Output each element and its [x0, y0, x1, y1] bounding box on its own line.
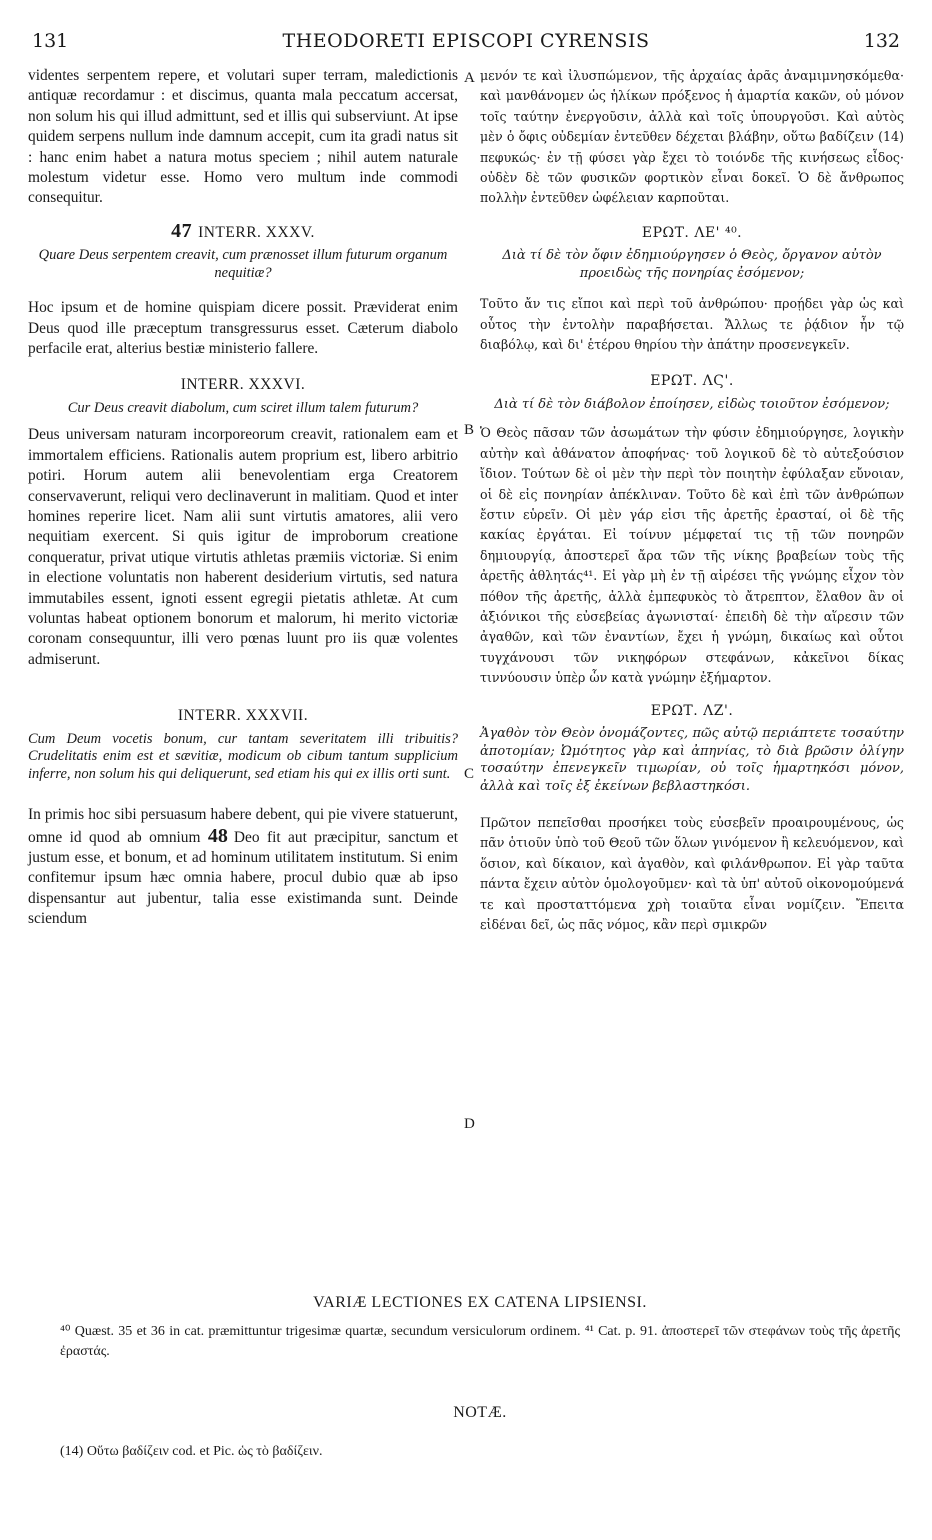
page-number-left: 131	[32, 30, 69, 52]
greek-question-35: Διὰ τί δὲ τὸν ὄφιν ἐδημιούργησεν ὁ Θεὸς, ὄργανον αὐτὸν προειδὼς τῆς πονηρίας ἐσόμενον;	[502, 248, 882, 281]
latin-heading-interr-35	[28, 221, 458, 243]
latin-heading-interr-36: INTERR. XXXVI.	[180, 376, 306, 394]
notae-title: NOTÆ.	[453, 1404, 507, 1421]
greek-paragraph-intro: μενόν τε καὶ ἰλυσπώμενον, τῆς ἀρχαίας ἀρᾶς ἀναμιμνησκόμεθα· καὶ μανθάνομεν ὡς ἡλίκων πρόξενος ἡ ἁμαρτία κακῶν, οὐ μόνον τοῖς ταύτην ἐνεργοῦσιν, ἀλλὰ καὶ τοῖς ὑπουργοῦσι. Καὶ αὐτὸς μὲν ὁ ὄφις οὐδεμίαν ἐντεῦθεν δέχεται βλάβην, οὕτω βαδίζειν (14) πεφυκώς· ἐν τῇ φύσει γὰρ ἔχει τὸ τοιόνδε τῆς κινήσεως εἶδος· οὐδὲν δὲ τῶν φυσικῶν φορτικὸν εἶναι δοκεῖ. Ὁ δὲ ἄνθρωπος πολλὴν ἐντεῦθεν ὠφέλειαν καρποῦται.	[480, 68, 904, 206]
latin-question-35: Quare Deus serpentem creavit, cum prænosset illum futurum organum nequitiæ?	[38, 247, 448, 281]
latin-answer-35: Hoc ipsum et de homine quispiam dicere possit. Præviderat enim Deus quod ille præceptum transgressurus esset. Cæterum diabolo perfacile erat, alterius bestiæ ministerio fallere.	[28, 299, 458, 358]
notae-text: (14) Οὕτω βαδίζειν cod. et Pic. ὡς τὸ βαδίζειν.	[60, 1444, 323, 1459]
greek-answer-36: Ὁ Θεὸς πᾶσαν τῶν ἀσωμάτων τὴν φύσιν ἐδημιούργησε, λογικὴν αὐτὴν καὶ ἀθάνατον ἀποφήνας· τοῦ λογικοῦ δὲ τὸ αὐτεξούσιον ἴδιον. Τούτων δὲ οἱ μὲν τὴν περὶ τὸν ποιητὴν ἐφύλαξαν εὔνοιαν, οἱ δὲ εἰς πονηρίαν ἀπέκλιναν. Τοῦτο δὲ καὶ ἐπὶ τῶν ἀνθρώπων ἔστιν εὑρεῖν. Οἱ μὲν γάρ εἰσι τῆς ἀρετῆς ἐρασταί, οἱ δὲ τῆς κακίας ἐργάται. Εἰ τοίνυν μέμφεταί τις τῇ τῶν πονηρῶν δημιουργίᾳ, ἀποστερεῖ ἄρα τῶν τῆς νίκης βραβείων τοὺς τῆς ἀρετῆς ἀθλητάς⁴¹. Εἰ γὰρ μὴ ἐν τῇ αἱρέσει τῆς γνώμης εἶχον τὸν πόθον τῆς ἀρετῆς, ἀλλὰ ἐμπεφυκὸς τὸ ἄτρεπτον, ἔλαθον ἂν οἱ ἀξιόνικοι τῆς εὐσεβείας ἀγωνισταί· ἐπειδὴ δὲ τὴν αἵρεσιν τῶν ἀγαθῶν, καὶ τῶν ἐναντίων, ἔχει ἡ γνώμη, δικαίως καὶ οὗτοι τυγχάνουσι τῶν νικηφόρων στεφάνων, κἀκεῖνοι δίκας τιννύουσιν ὑπὲρ ὧν κατὰ γνώμην ἐξήμαρτον.	[480, 425, 904, 686]
margin-number-47: 47	[171, 219, 193, 242]
greek-answer-37: Πρῶτον πεπεῖσθαι προσήκει τοὺς εὐσεβεῖν προαιρουμένους, ὡς πᾶν ὁτιοῦν ὑπὸ τοῦ Θεοῦ τῶν ὅλων γινόμενον ἢ κελευόμενον, καὶ ὅσιον, καὶ δίκαιον, καὶ ἀγαθὸν, καὶ φιλάνθρωπον. Εἰ γὰρ ταῦτα πάντα ἔχειν αὐτὸν ὁμολογοῦμεν· καὶ τὰ ὑπ' αὐτοῦ οἰκονομούμενά τε καὶ προσταττόμενα χρὴ τοιαῦτα εἶναι νομίζειν. Ἔπειτα εἰδέναι δεῖ, ὡς πᾶς νόμος, κἂν περὶ σμικρῶν	[480, 815, 904, 933]
greek-question-36: Διὰ τί δὲ τὸν διάβολον ἐποίησεν, εἰδὼς τοιοῦτον ἐσόμενον;	[494, 396, 890, 412]
greek-column	[480, 66, 904, 936]
running-header	[32, 30, 900, 58]
latin-question-37: Cum Deum vocetis bonum, cur tantam severitatem illi tribuitis? Crudelitatis enim est et sævitiæ, modicum ob cibum tantum supplicium inferre, non solum his qui deliquerunt, sed etiam his qui ex illis orti sunt.	[28, 730, 458, 782]
greek-heading-erot-37: ΕΡΩΤ. ΛΖ'.	[650, 702, 734, 719]
margin-letter-d: D	[464, 1116, 475, 1132]
margin-number-48: 48	[207, 824, 228, 847]
variae-lectiones-text: ⁴⁰ Quæst. 35 et 36 in cat. præmittuntur trigesimæ quartæ, secundum versiculorum ordinem. ⁴¹ Cat. p. 91. ἀποστερεῖ τῶν στεφάνων τοὺς τῆς ἀρετῆς ἐραστάς.	[60, 1324, 900, 1359]
greek-heading-erot-35: ΕΡΩΤ. ΛΕ' ⁴⁰.	[641, 224, 743, 241]
variae-lectiones-title: VARIÆ LECTIONES EX CATENA LIPSIENSI.	[313, 1294, 647, 1311]
margin-letter-b: B	[464, 422, 475, 438]
page-number-right: 132	[863, 30, 900, 52]
notae-section	[60, 1404, 900, 1462]
margin-letter-c: C	[464, 766, 475, 782]
margin-letter-a: A	[464, 70, 475, 86]
latin-column	[28, 66, 458, 930]
running-title: THEODORETI EPISCOPI CYRENSIS	[282, 30, 650, 52]
latin-heading-35-text: INTERR. XXXV.	[198, 223, 315, 241]
greek-heading-erot-36: ΕΡΩΤ. ΛϚ'.	[650, 373, 734, 390]
latin-question-36: Cur Deus creavit diabolum, cum sciret illum talem futurum?	[67, 399, 419, 416]
latin-answer-36: Deus universam naturam incorporeorum creavit, rationalem eam et immortalem efficiens. Rationalis autem proprium est, libero arbitrio potiri. Horum autem alii benevolentiam erga Creatorem conservaverunt, reliqui vero declinaverunt in malitiam. Quod et inter homines reperire licet. Nam alii sunt virtutis amatores, alii vero nequitiam exercent. Si quis igitur de improborum creatione conqueratur, privat utique virtutis athletas præmiis victoriæ. Si enim in electione voluntatis non haberent desiderium virtutis, sed natura immutabiles essent, ignoti essent egregii pietatis athletæ. At cum voluntas habeat optionem bonorum et malorum, hi merito victoriæ coronam consequuntur, illi vero pœnas luunt pro iis quæ volentes admiserunt.	[28, 426, 458, 668]
latin-heading-interr-37: INTERR. XXXVII.	[177, 707, 309, 725]
greek-question-37: Ἀγαθὸν τὸν Θεὸν ὀνομάζοντες, πῶς αὐτῷ περιάπτετε τοσαύτην ἀποτομίαν; Ὠμότητος γὰρ καὶ ἀπηνίας, τὸ διὰ βρῶσιν ὀλίγην τοσαύτην ἐπενεγκεῖν τιμωρίαν, οὐ τοῖς ἡμαρτηκόσι μόνον, ἀλλὰ καὶ τοῖς ἐξ ἐκείνων βεβλαστηκόσι.	[480, 726, 904, 794]
variae-lectiones	[60, 1294, 900, 1362]
latin-answer-37	[28, 805, 458, 929]
greek-answer-35: Τοῦτο ἄν τις εἴποι καὶ περὶ τοῦ ἀνθρώπου· προῄδει γὰρ ὡς καὶ οὗτος τὴν ἐντολὴν παραβήσεται. Ἄλλως τε ῥᾴδιον ἦν τῷ διαβόλῳ, καὶ δι' ἑτέρου θηρίου τὴν ἀπάτην προσενεγκεῖν.	[480, 296, 904, 353]
latin-answer-37-part-a: In primis hoc sibi persuasum habere debent, qui pie vivere statuerunt, omne id quod ab omnium	[28, 806, 458, 846]
latin-paragraph-intro: videntes serpentem repere, et volutari super terram, maledictionis antiquæ recordamur : et discimus, quanta mala peccatum accersat, non solum his qui illud admittunt, sed et illis qui subserviunt. At ipse quidem serpens nullum inde damnum accepit, cum ita gradi natus sit : hanc enim habet a natura motus speciem ; nihil autem naturale molestum videtur esse. Homo vero multum inde commodi consequitur.	[28, 67, 458, 207]
latin-answer-37-part-b: Deo fit aut præcipitur, sanctum et justum esse, et bonum, et ad hominum utilitatem institutum. Si enim confitemur ipsum hæc omnia habere, procul dubio quæ ab ipso dispensantur aut jubentur, talia esse existimanda sunt. Deinde sciendum	[28, 828, 458, 928]
